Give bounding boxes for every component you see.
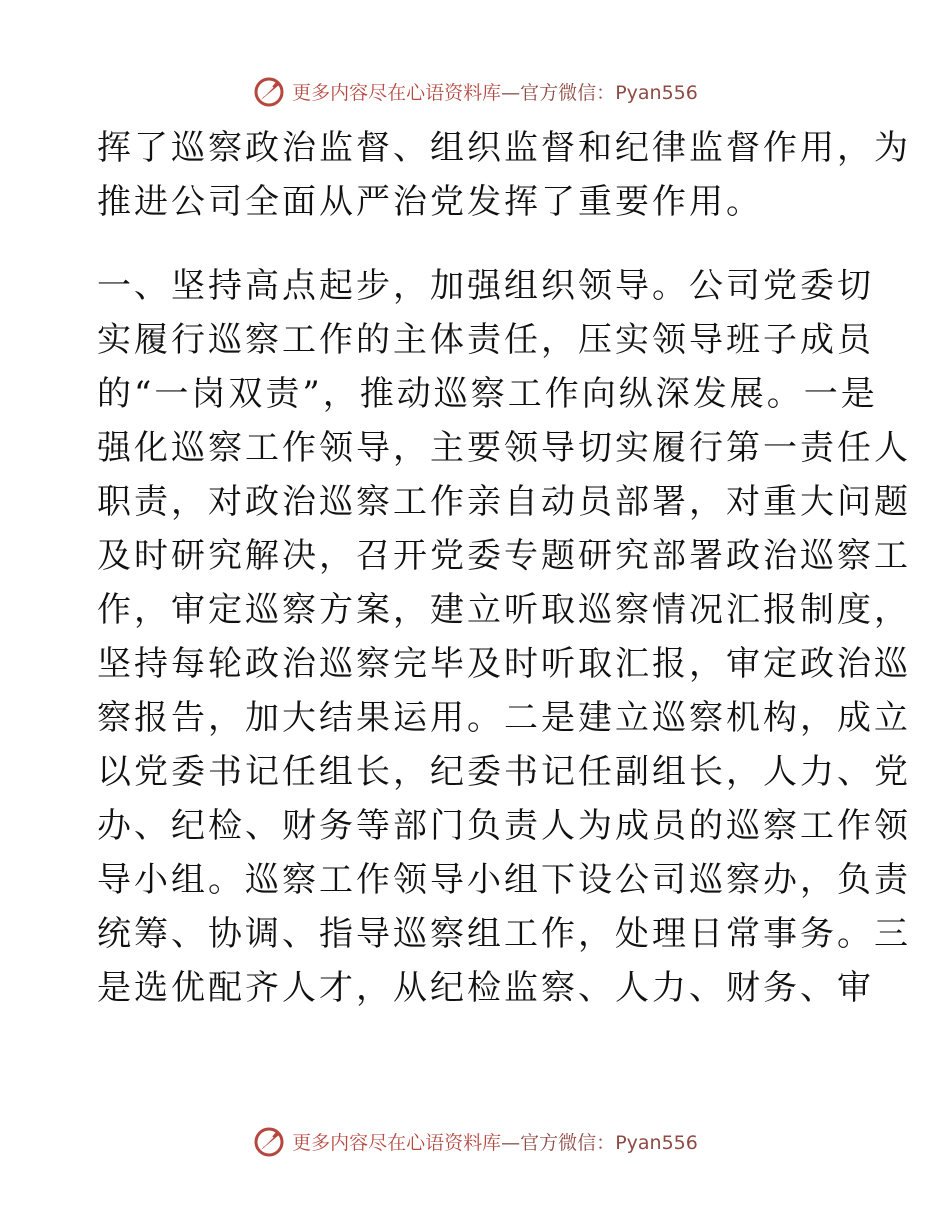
- watermark-wechat-label: 官方微信：: [520, 1131, 616, 1154]
- quill-logo-icon: [252, 74, 286, 108]
- watermark-group: [252, 1124, 698, 1158]
- text-line: 是选优配齐人才，从纪检监察、人力、财务、审: [97, 968, 874, 1008]
- watermark-wechat-id: Pyan556: [615, 1131, 698, 1154]
- watermark-wechat-label: 官方微信：: [520, 81, 616, 104]
- watermark-dash: —: [501, 1131, 521, 1154]
- text-line: 挥了巡察政治监督、组织监督和纪律监督作用，为: [97, 128, 911, 168]
- watermark-text: [292, 78, 698, 105]
- text-line: 的“一岗双责”，推动巡察工作向纵深发展。一是: [97, 374, 878, 414]
- watermark-group: [252, 74, 698, 108]
- text-line: 导小组。巡察工作领导小组下设公司巡察办，负责: [97, 860, 911, 900]
- text-line: 实履行巡察工作的主体责任，压实领导班子成员: [97, 320, 874, 360]
- text-line: 一、坚持高点起步，加强组织领导。公司党委切: [97, 266, 874, 306]
- text-line: 坚持每轮政治巡察完毕及时听取汇报，审定政治巡: [97, 644, 911, 684]
- text-line: 作，审定巡察方案，建立听取巡察情况汇报制度，: [97, 590, 911, 630]
- header-watermark: [0, 71, 950, 111]
- watermark-text: [292, 1128, 698, 1155]
- text-line: 以党委书记任组长，纪委书记任副组长，人力、党: [97, 752, 911, 792]
- footer-watermark: [0, 1121, 950, 1161]
- text-line: 及时研究解决，召开党委专题研究部署政治巡察工: [97, 536, 911, 576]
- quill-logo-icon: [252, 1124, 286, 1158]
- watermark-main-text: 更多内容尽在心语资料库: [292, 1131, 502, 1154]
- paragraph-2: [97, 259, 911, 1015]
- text-line: 职责，对政治巡察工作亲自动员部署，对重大问题: [97, 482, 911, 522]
- paragraph-spacer: [97, 229, 857, 259]
- watermark-dash: —: [501, 81, 521, 104]
- paragraph-1: [97, 121, 911, 229]
- text-line: 推进公司全面从严治党发挥了重要作用。: [97, 182, 763, 222]
- text-line: 统筹、协调、指导巡察组工作，处理日常事务。三: [97, 914, 911, 954]
- text-line: 强化巡察工作领导，主要领导切实履行第一责任人: [97, 428, 911, 468]
- text-line: 办、纪检、财务等部门负责人为成员的巡察工作领: [97, 806, 911, 846]
- text-line: 察报告，加大结果运用。二是建立巡察机构，成立: [97, 698, 911, 738]
- watermark-main-text: 更多内容尽在心语资料库: [292, 81, 502, 104]
- watermark-wechat-id: Pyan556: [615, 81, 698, 104]
- document-body: [97, 121, 911, 1015]
